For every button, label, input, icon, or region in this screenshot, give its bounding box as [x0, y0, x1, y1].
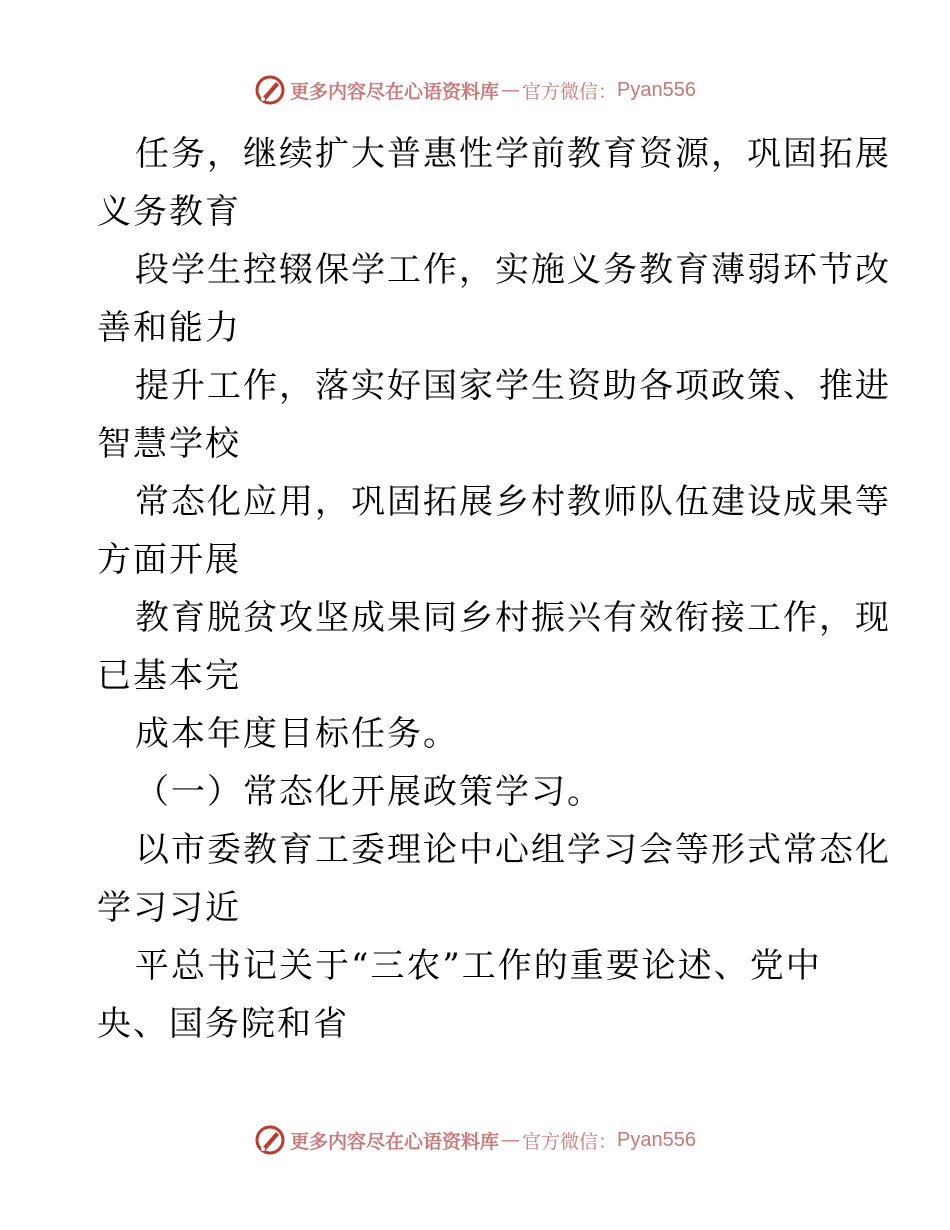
watermark-footer: [0, 1120, 950, 1160]
watermark-account: Pyan556: [617, 1128, 696, 1151]
watermark-account: Pyan556: [617, 78, 696, 101]
text-line: 教育脱贫攻坚成果同乡村振兴有效衔接工作，现: [135, 598, 891, 638]
text-line: 段学生控辍保学工作，实施义务教育薄弱环节改: [135, 250, 891, 290]
watermark-label: 官方微信：: [522, 80, 618, 103]
text-line: 善和能力: [97, 308, 241, 348]
text-line: 已基本完: [97, 656, 241, 696]
watermark-separator: —: [501, 79, 521, 101]
text-line: 平总书记关于“三农”工作的重要论述、党中: [135, 946, 822, 986]
watermark-brand: 更多内容尽在心语资料库: [290, 80, 500, 103]
watermark-brand: 更多内容尽在心语资料库: [290, 1130, 500, 1153]
text-line: 成本年度目标任务。: [135, 714, 459, 754]
watermark-separator: —: [501, 1129, 521, 1151]
text-line: 义务教育: [97, 192, 241, 232]
watermark-header: [0, 70, 950, 110]
watermark-label: 官方微信：: [522, 1130, 618, 1153]
text-line: （一）常态化开展政策学习。: [135, 772, 603, 812]
text-line: 央、国务院和省: [97, 1004, 349, 1044]
text-line: 方面开展: [97, 540, 241, 580]
text-line: 学习习近: [97, 888, 241, 928]
pen-logo-icon: [254, 1124, 286, 1156]
text-line: 智慧学校: [97, 424, 241, 464]
pen-logo-icon: [254, 74, 286, 106]
text-line: 提升工作，落实好国家学生资助各项政策、推进: [135, 366, 891, 406]
text-line: 任务，继续扩大普惠性学前教育资源，巩固拓展: [135, 134, 891, 174]
text-line: 常态化应用，巩固拓展乡村教师队伍建设成果等: [135, 482, 891, 522]
text-line: 以市委教育工委理论中心组学习会等形式常态化: [135, 830, 891, 870]
document-body: [97, 125, 891, 1053]
